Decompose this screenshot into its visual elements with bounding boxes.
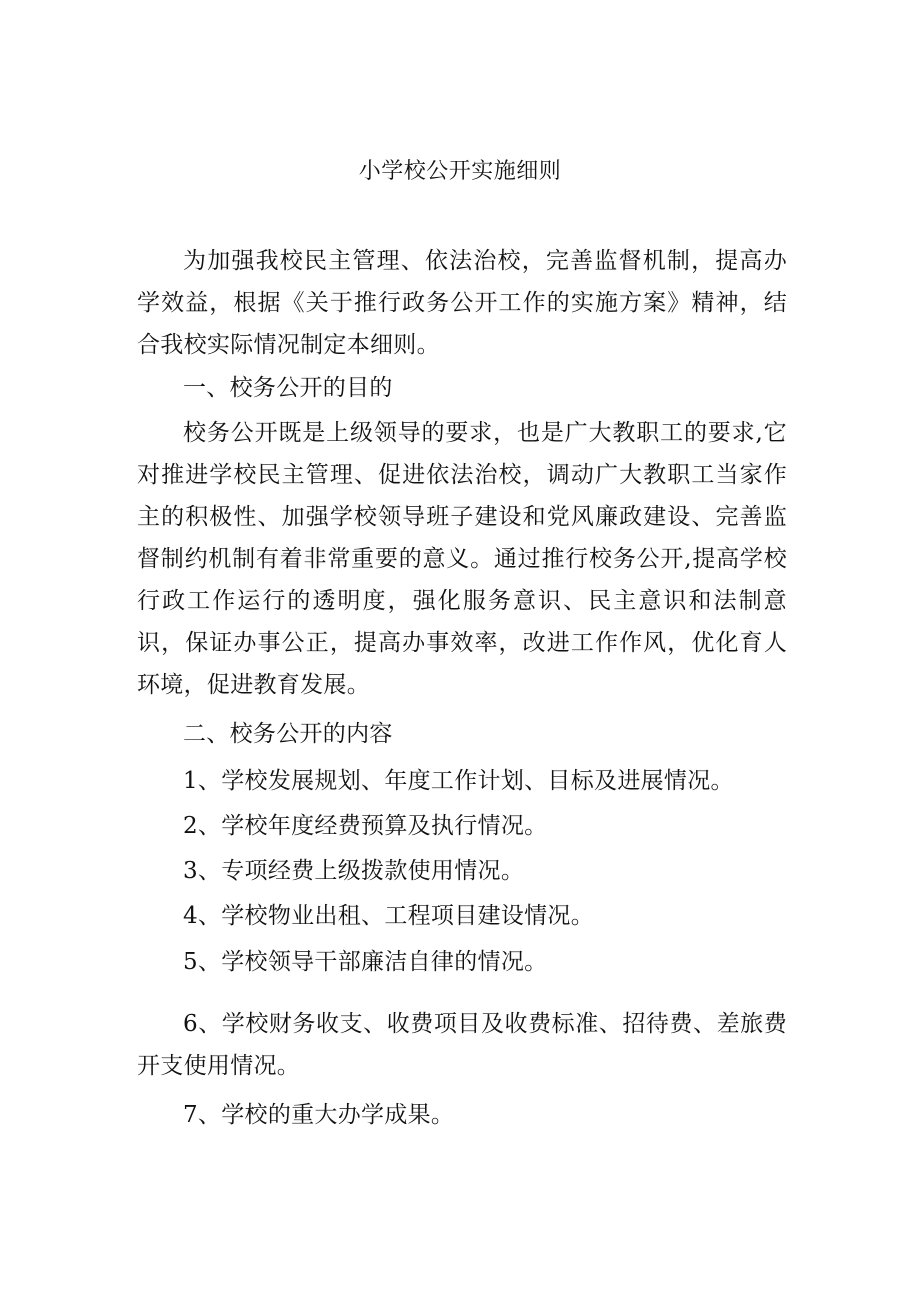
content-item-3: 3、专项经费上级拨款使用情况。	[183, 858, 525, 884]
content-item-1: 1、学校发展规划、年度工作计划、目标及进展情况。	[183, 768, 734, 794]
section1-paragraph: 校务公开既是上级领导的要求，也是广大教职工的要求,它对推进学校民主管理、促进依法治校，调动广大教职工当家作主的积极性、加强学校领导班子建设和党风廉政建设、完善监督制约机制有着非常重要的意义。通过推行校务公开,提高学校行政工作运行的透明度，强化服务意识、民主意识和法制意识，保证办事公正，提高办事效率，改进工作作风，优化育人环境，促进教育发展。	[137, 420, 787, 698]
document-title: 小学校公开实施细则	[358, 159, 562, 184]
content-item-7: 7、学校的重大办学成果。	[183, 1102, 455, 1128]
intro-paragraph: 为加强我校民主管理、依法治校，完善监督机制，提高办学效益，根据《关于推行政务公开工作的实施方案》精神，结合我校实际情况制定本细则。	[137, 248, 787, 358]
content-item-6: 6、学校财务收支、收费项目及收费标准、招待费、差旅费开支使用情况。	[137, 1011, 787, 1079]
section2-heading: 二、校务公开的内容	[183, 721, 393, 747]
content-item-4: 4、学校物业出租、工程项目建设情况。	[183, 903, 595, 929]
content-item-2: 2、学校年度经费预算及执行情况。	[183, 813, 548, 839]
section1-heading: 一、校务公开的目的	[183, 375, 393, 401]
content-item-5: 5、学校领导干部廉洁自律的情况。	[183, 949, 548, 975]
